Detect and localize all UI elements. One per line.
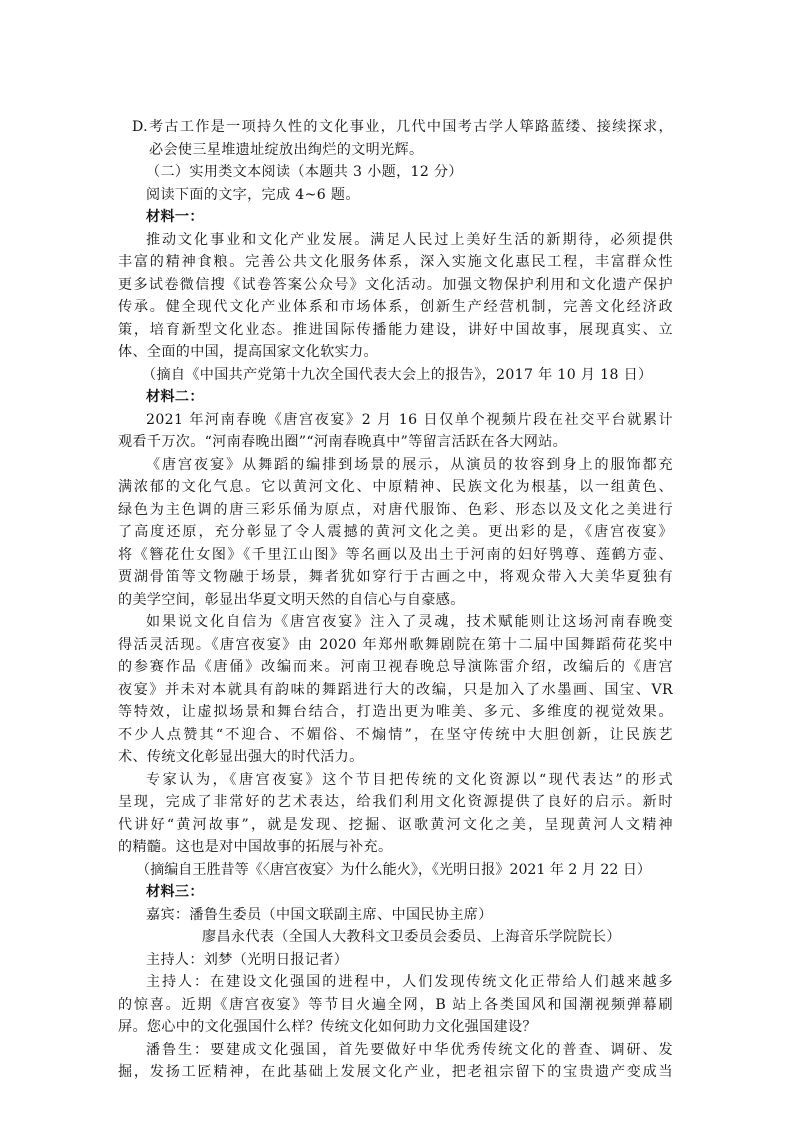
pan-answer-line-1: 潘鲁生：要建成文化强国，首先要做好中华优秀传统文化的普查、调研、发 (146, 1041, 673, 1058)
material-two-p3-line-7: 术、传统文化彰显出强大的时代活力。 (118, 749, 364, 765)
instruction: 阅读下面的文字，完成 4~6 题。 (146, 186, 360, 203)
material-one-heading: 材料一： (146, 209, 204, 225)
material-one-p1-line-3: 更多试卷微信搜《试卷答案公众号》文化活动。加强文物保护利用和文化遗产保护 (118, 276, 673, 293)
material-two-p3-line-5: 等特效，让虚拟场景和舞台结合，打造出更为唯美、多元、多维度的视觉效果。 (118, 704, 673, 720)
material-one-p1-line-5: 策，培育新型文化业态。推进国际传播能力建设，讲好中国故事，展现真实、立 (118, 321, 673, 338)
material-one-p1-line-6: 体、全面的中国，提高国家文化软实力。 (118, 344, 378, 360)
host-question-line-1: 主持人：在建设文化强国的进程中，人们发现传统文化正带给人们越来越多 (146, 974, 673, 990)
material-two-p4-line-4: 的精髓。这也是对中国故事的拓展与补充。 (118, 839, 393, 855)
material-one-p1-line-2: 丰富的精神食粮。完善公共文化服务体系，深入实施文化惠民工程，丰富群众性 (118, 254, 673, 270)
material-two-p4-line-1: 专家认为，《唐宫夜宴》这个节目把传统的文化资源以“现代表达”的形式 (146, 771, 673, 788)
pan-answer-line-2: 掘，发扬工匠精神，在此基础上发展文化产业，把老祖宗留下的宝贵遗产变成当 (118, 1064, 673, 1080)
material-two-p2-line-2: 满浓郁的文化气息。它以黄河文化、中原精神、民族文化为根基，以一组黄色、 (118, 479, 673, 495)
material-two-p2-line-4: 了高度还原，充分彰显了令人震撼的黄河文化之美。更出彩的是，《唐宫夜宴》 (118, 524, 673, 540)
material-one-p1-line-1: 推动文化事业和文化产业发展。满足人民过上美好生活的新期待，必须提供 (146, 231, 673, 248)
material-two-p1-line-2: 观看千万次。“河南春晚出圈”“河南春晚真中”等留言活跃在各大网站。 (118, 434, 568, 450)
material-one-source: （摘自《中国共产党第十九次全国代表大会上的报告》，2017 年 10 月 18 日） (142, 366, 653, 383)
material-two-p2-line-3: 绿色为主色调的唐三彩乐俑为原点，对唐代服饰、色彩、形态以及文化之美进行 (118, 501, 673, 518)
material-one-p1-line-4: 传承。健全现代文化产业体系和市场体系，创新生产经营机制，完善文化经济政 (118, 299, 673, 315)
material-two-heading: 材料二： (146, 389, 204, 405)
material-two-p2-line-7: 的美学空间，彰显出华夏文明天然的自信心与自豪感。 (118, 591, 465, 608)
material-two-p3-line-4: 夜宴》并未对本就具有韵味的舞蹈进行大的改编，只是加入了水墨画、国宝、VR (118, 681, 673, 698)
option-d-line-2: 必会使三星堆遗址绽放出绚烂的文明光辉。 (149, 141, 424, 158)
material-two-p3-line-6: 不少人点赞其“不迎合、不媚俗、不煽情”，在坚守传统中大胆创新，让民族艺 (118, 726, 673, 743)
material-two-p3-line-1: 如果说文化自信为《唐宫夜宴》注入了灵魂，技术赋能则让这场河南春晚变 (146, 614, 673, 630)
option-d-line-1: D.考古工作是一项持久性的文化事业，几代中国考古学人筚路蓝缕、接续探求， (132, 119, 673, 135)
section-heading: （二）实用类文本阅读（本题共 3 小题，12 分） (146, 164, 463, 180)
material-two-p4-line-2: 呈现，完成了非常好的艺术表达，给我们利用文化资源提供了良好的启示。新时 (118, 794, 673, 810)
guest-line-2: 廖昌永代表（全国人大教科文卫委员会委员、上海音乐学院院长） (202, 929, 621, 945)
material-two-p2-line-6: 贾湖骨笛等文物融于场景，舞者犹如穿行于古画之中，将观众带入大美华夏独有 (118, 569, 673, 585)
host-question-line-2: 的惊喜。近期《唐宫夜宴》等节目火遍全网，B 站上各类国风和国潮视频弹幕刷 (118, 996, 673, 1013)
document-page (118, 116, 673, 1084)
material-two-p4-line-3: 代讲好“黄河故事”，就是发现、挖掘、讴歌黄河文化之美，呈现黄河人文精神 (118, 816, 673, 833)
material-two-p3-line-2: 得活灵活现。《唐宫夜宴》由 2020 年郑州歌舞剧院在第十二届中国舞蹈荷花奖中 (118, 636, 673, 653)
material-three-heading: 材料三： (146, 884, 204, 900)
guest-line-1: 嘉宾：潘鲁生委员（中国文联副主席、中国民协主席） (146, 906, 493, 923)
material-two-p3-line-3: 的参赛作品《唐俑》改编而来。河南卫视春晚总导演陈雷介绍，改编后的《唐宫 (118, 659, 673, 675)
material-two-source: （摘编自王胜昔等《〈唐宫夜宴〉为什么能火》，《光明日报》2021 年 2 月 22 日） (136, 861, 652, 878)
host-question-line-3: 屏。您心中的文化强国什么样？传统文化如何助力文化强国建设？ (118, 1019, 537, 1035)
material-two-p2-line-1: 《唐宫夜宴》从舞蹈的编排到场景的展示，从演员的妆容到身上的服饰都充 (146, 456, 673, 473)
material-two-p2-line-5: 将《簪花仕女图》《千里江山图》等名画以及出土于河南的妇好鸮尊、莲鹤方壶、 (118, 546, 673, 563)
material-two-p1-line-1: 2021 年河南春晚《唐宫夜宴》2 月 16 日仅单个视频片段在社交平台就累计 (146, 411, 673, 428)
host-line: 主持人：刘梦（光明日报记者） (146, 951, 349, 968)
